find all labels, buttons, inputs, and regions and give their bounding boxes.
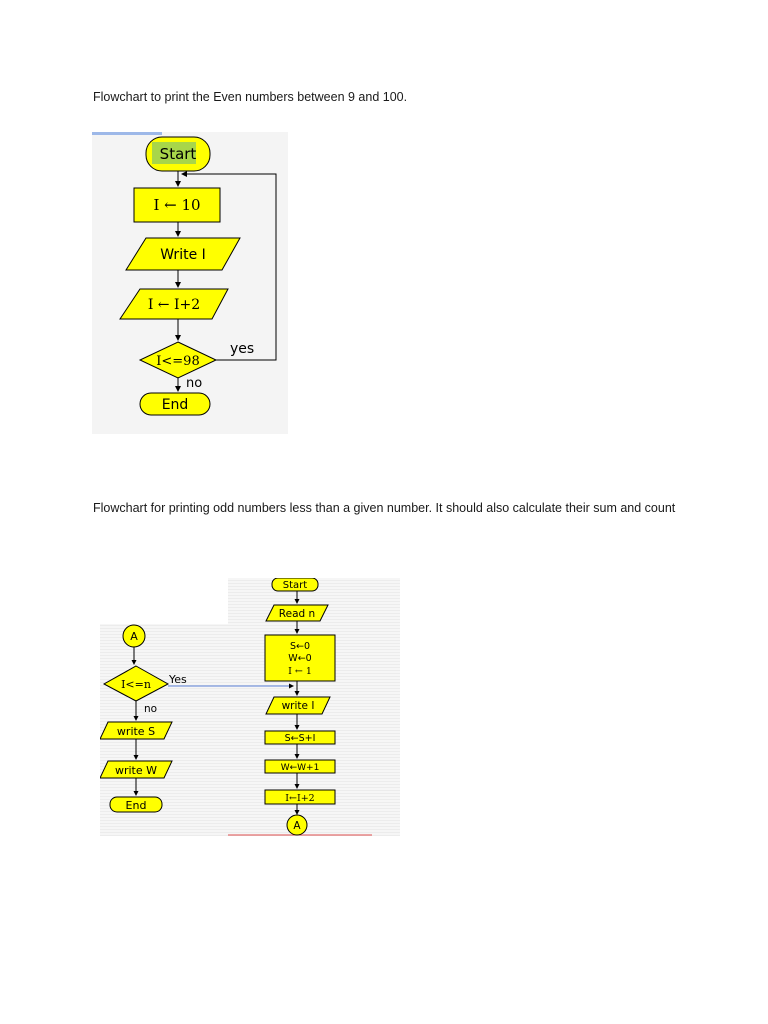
increment-label: I ← I+2 [147, 297, 201, 313]
start-label: Start [159, 145, 197, 163]
decision-label-2: I<=n [121, 678, 151, 691]
init-w-label: W←0 [288, 653, 312, 664]
read-label: Read n [278, 608, 316, 620]
paragraph-even-numbers: Flowchart to print the Even numbers between 9 and 100. [93, 90, 408, 104]
flowchart-even-svg [92, 132, 288, 434]
init-i-label: I ← 1 [288, 666, 312, 677]
end-label: End [161, 397, 189, 413]
connector-a-top-label: A [130, 630, 138, 643]
end-label-2: End [125, 799, 147, 812]
flowchart-odd-svg [100, 578, 400, 836]
flowchart-even-numbers [92, 132, 288, 434]
no-label-2: no [144, 703, 158, 715]
no-label: no [186, 376, 203, 391]
connector-a-bottom-label: A [293, 820, 301, 832]
paragraph-odd-numbers: Flowchart for printing odd numbers less than a given number. It should also calculate their sum and count [93, 501, 676, 515]
write-i-label: write I [281, 700, 315, 712]
increment-label-2: I←I+2 [285, 793, 315, 804]
write-w-label: write W [114, 764, 158, 777]
sum-label: S←S+I [284, 733, 316, 744]
flowchart-odd-numbers [100, 578, 400, 836]
yes-label: yes [230, 341, 255, 357]
start-label-2: Start [282, 580, 308, 591]
init-label: I ← 10 [153, 196, 201, 214]
init-s-label: S←0 [289, 641, 311, 652]
decision-label: I<=98 [156, 354, 200, 369]
write-s-label: write S [116, 725, 156, 738]
yes-label-2: Yes [169, 673, 187, 686]
count-label: W←W+1 [280, 763, 320, 773]
write-label: Write I [160, 247, 206, 263]
